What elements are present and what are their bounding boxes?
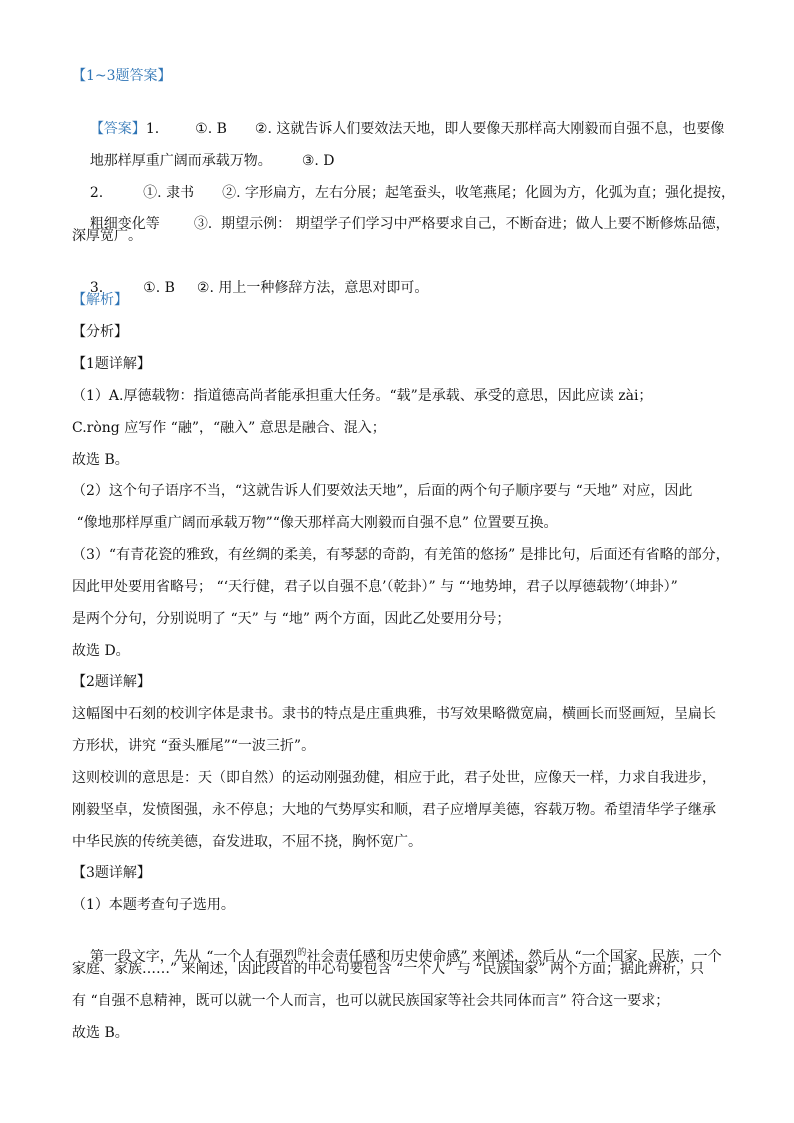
q3-answer-2: ②. 用上一种修辞方法，意思对即可。: [196, 280, 429, 296]
detail-1-heading: 【1题详解】: [72, 356, 151, 372]
q2-answer-2-cont: 粗细变化等: [89, 216, 160, 232]
detail-1-line: （1）A.厚德载物：指道德高尚者能承担重大任务。“载”是承载、承受的意思，因此应读 zài；: [72, 388, 653, 404]
detail-2-line: 刚毅坚卓，发愤图强，永不停息；大地的气势厚实和顺，君子应增厚美德，容载万物。希望清华学子继承: [72, 802, 716, 818]
detail-3-text: 社会责任感和历史使命感” 来阐述，然后从 “一个国家、民族，一个: [306, 949, 722, 965]
detail-1-line: （2）这个句子语序不当，“这就告诉人们要效法天地”，后面的两个句子顺序要与 “天地” 对应，因此: [72, 483, 693, 499]
fenxi-heading: 【分析】: [72, 324, 128, 340]
q2-answer-line-3: 深厚宽广。: [72, 228, 142, 244]
answers-heading: 【1~3题答案】: [72, 68, 172, 84]
detail-2-heading: 【2题详解】: [72, 674, 151, 690]
q2-number: 2.: [89, 185, 104, 201]
detail-2-line: 中华民族的传统美德，奋发进取，不屈不挠，胸怀宽广。: [72, 834, 422, 850]
detail-2-line: 这幅图中石刻的校训字体是隶书。隶书的特点是庄重典雅，书写效果略微宽扁，横画长而竖画短，呈扁长: [72, 706, 716, 722]
q1-answer-2-cont: 地那样厚重广阔而承载万物。: [89, 153, 272, 169]
detail-2-line: 方形状，讲究 “蚕头雁尾”“一波三折”。: [72, 738, 316, 754]
detail-1-line: “像地那样厚重广阔而承载万物”“像天那样高大刚毅而自强不息” 位置要互换。: [72, 515, 558, 531]
answer-tag: 【答案】: [89, 121, 146, 137]
q2-answer-2: ②. 字形扁方，左右分展；起笔蚕头，收笔燕尾；化圆为方，化弧为直；强化提按，: [222, 185, 735, 201]
detail-3-superscript: 的: [297, 948, 307, 958]
detail-1-line: 是两个分句，分别说明了 “天” 与 “地” 两个方面，因此乙处要用分号；: [72, 611, 511, 627]
detail-1-line: 故选 B。: [72, 452, 129, 468]
detail-1-line: 故选 D。: [72, 643, 130, 659]
q3-answer-1: ①. B: [143, 280, 175, 296]
detail-3-heading: 【3题详解】: [72, 865, 151, 881]
detail-3-line: 有 “自强不息精神，既可以就一个人而言，也可以就民族国家等社会共同体而言” 符合这一要求；: [72, 993, 670, 1009]
detail-3-line: [72, 927, 722, 989]
analysis-tag: 【解析】: [72, 292, 128, 308]
q1-number: 1.: [145, 121, 160, 137]
detail-1-line: （3）“有青花瓷的雅致，有丝绸的柔美，有琴瑟的奇韵，有羌笛的悠扬” 是排比句，后面还有省略的部分，: [72, 547, 730, 563]
detail-3-line: 家庭、家族……” 来阐述，因此段首的中心句要包含 “一个人” 与 “民族国家” 两个方面；据此辨析，只: [72, 961, 705, 977]
detail-1-line: 因此甲处要用省略号； “‘天行健，君子以自强不息’（乾卦）” 与 “‘地势坤，君子以厚德载物’（坤卦）”: [72, 579, 678, 595]
q2-answer-1: ①. 隶书: [143, 185, 195, 201]
q1-answer-2: ②. 这就告诉人们要效法天地，即人要像天那样高大刚毅而自强不息，也要像: [254, 121, 725, 137]
q1-answer-1: ①. B: [195, 121, 227, 137]
detail-1-line: C.ròng 应写作 “融”，“融入” 意思是融合、混入；: [72, 420, 386, 436]
detail-3-text: 第一段文字，先从 “一个人有强烈: [89, 949, 298, 965]
q1-answer-3: ③. D: [301, 153, 335, 169]
detail-2-line: 这则校训的意思是：天（即自然）的运动刚强劲健，相应于此，君子处世，应像天一样，力求自我进步，: [72, 770, 716, 786]
detail-3-line: （1）本题考查句子选用。: [72, 897, 235, 913]
q3-number: 3.: [89, 280, 104, 296]
q2-answer-3: ③. 期望示例： 期望学子们学习中严格要求自己，不断奋进；做人上要不断修炼品德，: [193, 216, 730, 232]
q2-answer-line-2: [72, 194, 730, 254]
detail-3-line: 故选 B。: [72, 1025, 129, 1041]
